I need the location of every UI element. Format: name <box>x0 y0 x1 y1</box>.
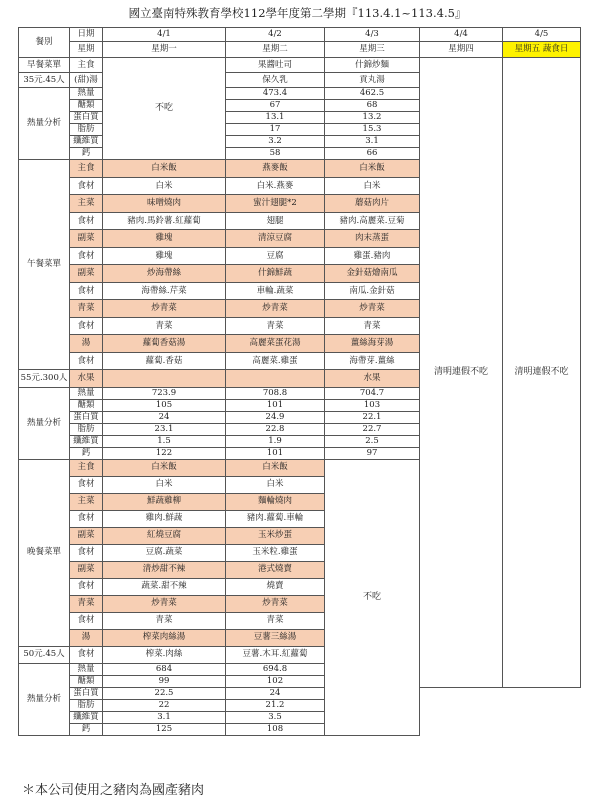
lunch-mon-cell: 蘿蔔香菇湯 <box>103 335 226 353</box>
nutrient-label: 纖維質 <box>70 435 103 447</box>
row-label: 副菜 <box>70 265 103 283</box>
dinner-mon-cell: 雞肉.鮮蔬 <box>103 510 226 527</box>
dinner-mon-cell: 蔬菜.甜不辣 <box>103 578 226 595</box>
dinner-tue-cell: 白米飯 <box>226 459 325 476</box>
lunch-mon-cell: 炒青菜 <box>103 300 226 318</box>
week-label: 星期 <box>70 42 103 58</box>
row-label: 副菜 <box>70 561 103 578</box>
page-title: 國立臺南特殊教育學校112學年度第二學期『113.4.1~113.4.5』 <box>128 6 467 20</box>
dinner-tue-cell: 炒青菜 <box>226 595 325 612</box>
dinner-mon-value: 3.1 <box>103 711 226 723</box>
lunch-mon-cell: 白米飯 <box>103 160 226 178</box>
nutrient-label: 熱量 <box>70 387 103 399</box>
lunch-wed-cell: 豬肉.高麗菜.豆菊 <box>325 212 420 230</box>
lunch-tue-value: 708.8 <box>226 387 325 399</box>
row-label: 主菜 <box>70 195 103 213</box>
lunch-wed-value: 97 <box>325 447 420 459</box>
dinner-mon-cell: 清炒甜不辣 <box>103 561 226 578</box>
lunch-tue-cell: 蜜汁翅腿*2 <box>226 195 325 213</box>
lunch-mon-cell: 蘿蔔.香菇 <box>103 352 226 370</box>
lunch-wed-cell: 青菜 <box>325 317 420 335</box>
dinner-tue-cell: 豆薯三絲湯 <box>226 629 325 646</box>
dinner-tue-value: 3.5 <box>226 711 325 723</box>
dinner-mon-cell: 榨菜肉絲湯 <box>103 629 226 646</box>
lunch-tue-value: 101 <box>226 447 325 459</box>
dinner-mon-cell: 炒青菜 <box>103 595 226 612</box>
lunch-wed-cell: 金針菇燴南瓜 <box>325 265 420 283</box>
lunch-tue-cell <box>226 370 325 388</box>
dinner-tue-cell: 港式燒賣 <box>226 561 325 578</box>
dinner-mon-cell: 白米 <box>103 476 226 493</box>
date-tue: 4/2 <box>226 28 325 42</box>
lunch-tue-cell: 翅腿 <box>226 212 325 230</box>
dinner-price: 50元.45人 <box>19 646 70 663</box>
dinner-tue-value: 694.8 <box>226 663 325 675</box>
row-label: 食材 <box>70 317 103 335</box>
lunch-wed-cell: 白米飯 <box>325 160 420 178</box>
nutrient-label: 熱量 <box>70 663 103 675</box>
breakfast-tue-value: 17 <box>226 124 325 136</box>
lunch-section-label: 午餐菜單 <box>19 160 70 370</box>
breakfast-tue-value: 473.4 <box>226 88 325 100</box>
nutrient-label: 脂肪 <box>70 699 103 711</box>
row-label: 食材 <box>70 476 103 493</box>
row-label: 食材 <box>70 177 103 195</box>
lunch-tue-cell: 什錦鮮蔬 <box>226 265 325 283</box>
row-label: 湯 <box>70 629 103 646</box>
lunch-wed-cell: 南瓜.金針菇 <box>325 282 420 300</box>
dinner-section-label: 晚餐菜單 <box>19 459 70 646</box>
row-label: 食材 <box>70 352 103 370</box>
weekday-thu: 星期四 <box>420 42 503 58</box>
dinner-tue-value: 21.2 <box>226 699 325 711</box>
lunch-tue-cell: 豆腐 <box>226 247 325 265</box>
date-label: 日期 <box>70 28 103 42</box>
row-label: 主食 <box>70 160 103 178</box>
date-mon: 4/1 <box>103 28 226 42</box>
dinner-tue-cell: 白米 <box>226 476 325 493</box>
dinner-mon-value: 99 <box>103 675 226 687</box>
dinner-tue-cell: 豬肉.蘿蔔.車輪 <box>226 510 325 527</box>
lunch-mon-cell: 青菜 <box>103 317 226 335</box>
lunch-mon-value: 723.9 <box>103 387 226 399</box>
nutrient-label: 鈣 <box>70 148 103 160</box>
breakfast-tue-cell: 果醬吐司 <box>226 58 325 73</box>
nutrient-label: 纖維質 <box>70 711 103 723</box>
lunch-mon-value: 105 <box>103 399 226 411</box>
lunch-tue-cell: 白米.燕麥 <box>226 177 325 195</box>
dinner-mon-value: 22 <box>103 699 226 711</box>
breakfast-row <box>19 58 581 73</box>
dinner-mon-cell: 榨菜.肉絲 <box>103 646 226 663</box>
date-wed: 4/3 <box>325 28 420 42</box>
lunch-wed-cell: 白米 <box>325 177 420 195</box>
dinner-nutrition-row <box>19 723 581 735</box>
breakfast-tue-value: 67 <box>226 100 325 112</box>
row-label: 食材 <box>70 282 103 300</box>
nutrient-label: 蛋白質 <box>70 687 103 699</box>
menu-table <box>18 27 581 736</box>
lunch-tue-cell: 車輪.蔬菜 <box>226 282 325 300</box>
lunch-tue-value: 24.9 <box>226 411 325 423</box>
breakfast-wed-value: 66 <box>325 148 420 160</box>
lunch-tue-value: 101 <box>226 399 325 411</box>
dinner-tue-cell: 豆薯.木耳.紅蘿蔔 <box>226 646 325 663</box>
lunch-wed-cell: 雞蛋.豬肉 <box>325 247 420 265</box>
lunch-mon-cell: 雞塊 <box>103 230 226 248</box>
lunch-wed-cell: 炒青菜 <box>325 300 420 318</box>
breakfast-tue-value: 13.1 <box>226 112 325 124</box>
dinner-tue-cell: 玉米炒蛋 <box>226 527 325 544</box>
lunch-mon-cell: 白米 <box>103 177 226 195</box>
lunch-wed-cell: 海帶芽.薑絲 <box>325 352 420 370</box>
lunch-tue-value: 1.9 <box>226 435 325 447</box>
dinner-nutrition-row <box>19 711 581 723</box>
dinner-mon-value: 22.5 <box>103 687 226 699</box>
breakfast-tue-value: 58 <box>226 148 325 160</box>
breakfast-section-label: 早餐菜單 <box>19 58 70 73</box>
nutrient-label: 醣類 <box>70 100 103 112</box>
lunch-wed-cell: 薑絲海芽湯 <box>325 335 420 353</box>
breakfast-wed-value: 15.3 <box>325 124 420 136</box>
row-label: 青菜 <box>70 595 103 612</box>
weekday-fri: 星期五 蔬食日 <box>503 42 581 58</box>
nutrient-label: 鈣 <box>70 723 103 735</box>
lunch-wed-value: 22.1 <box>325 411 420 423</box>
lunch-mon-cell: 炒海帶絲 <box>103 265 226 283</box>
nutrient-label: 脂肪 <box>70 124 103 136</box>
dinner-tue-value: 108 <box>226 723 325 735</box>
breakfast-tue-cell: 保久乳 <box>226 73 325 88</box>
dinner-mon-cell: 鮮蔬雞柳 <box>103 493 226 510</box>
dinner-nutrition-section: 熱量分析 <box>19 663 70 735</box>
dinner-mon-cell: 青菜 <box>103 612 226 629</box>
date-fri: 4/5 <box>503 28 581 42</box>
nutrient-label: 熱量 <box>70 88 103 100</box>
lunch-mon-cell: 海帶絲.芹菜 <box>103 282 226 300</box>
row-label: 水果 <box>70 370 103 388</box>
breakfast-tue-value: 3.2 <box>226 136 325 148</box>
row-label: 主菜 <box>70 493 103 510</box>
breakfast-mon-note: 不吃 <box>103 58 226 160</box>
nutrient-label: 醣類 <box>70 399 103 411</box>
lunch-wed-cell: 蘑菇肉片 <box>325 195 420 213</box>
lunch-mon-cell: 豬肉.馬鈴薯.紅蘿蔔 <box>103 212 226 230</box>
row-label: 食材 <box>70 578 103 595</box>
dinner-tue-cell: 玉米粒.雞蛋 <box>226 544 325 561</box>
weekday-wed: 星期三 <box>325 42 420 58</box>
dinner-nutrition-row <box>19 687 581 699</box>
lunch-wed-value: 2.5 <box>325 435 420 447</box>
row-label: 食材 <box>70 544 103 561</box>
lunch-mon-value: 1.5 <box>103 435 226 447</box>
row-label: 食材 <box>70 247 103 265</box>
lunch-wed-value: 103 <box>325 399 420 411</box>
dinner-wed-note: 不吃 <box>325 459 420 735</box>
weekday-mon: 星期一 <box>103 42 226 58</box>
nutrient-label: 醣類 <box>70 675 103 687</box>
lunch-tue-cell: 炒青菜 <box>226 300 325 318</box>
dinner-mon-value: 125 <box>103 723 226 735</box>
row-label: 食材 <box>70 510 103 527</box>
dinner-tue-cell: 青菜 <box>226 612 325 629</box>
lunch-wed-value: 704.7 <box>325 387 420 399</box>
breakfast-wed-value: 68 <box>325 100 420 112</box>
lunch-mon-value: 24 <box>103 411 226 423</box>
nutrient-label: 纖維質 <box>70 136 103 148</box>
row-label: 食材 <box>70 646 103 663</box>
dinner-mon-cell: 豆腐.蔬菜 <box>103 544 226 561</box>
nutrient-label: 蛋白質 <box>70 411 103 423</box>
row-label: 青菜 <box>70 300 103 318</box>
nutrient-label: 蛋白質 <box>70 112 103 124</box>
lunch-mon-cell: 雞塊 <box>103 247 226 265</box>
row-label: 副菜 <box>70 527 103 544</box>
row-label: 主食 <box>70 58 103 73</box>
breakfast-wed-value: 462.5 <box>325 88 420 100</box>
breakfast-price: 35元.45人 <box>19 73 70 88</box>
lunch-mon-cell: 味噌燒肉 <box>103 195 226 213</box>
fri-holiday-note: 清明連假不吃 <box>503 58 581 688</box>
dinner-mon-value: 684 <box>103 663 226 675</box>
breakfast-wed-value: 3.1 <box>325 136 420 148</box>
category-header: 餐別 <box>19 28 70 58</box>
lunch-nutrition-section: 熱量分析 <box>19 387 70 459</box>
lunch-price: 55元.300人 <box>19 370 70 388</box>
row-label: 副菜 <box>70 230 103 248</box>
lunch-wed-value: 22.7 <box>325 423 420 435</box>
dinner-tue-value: 24 <box>226 687 325 699</box>
date-thu: 4/4 <box>420 28 503 42</box>
row-label: (甜)湯 <box>70 73 103 88</box>
row-label: 食材 <box>70 612 103 629</box>
dinner-mon-cell: 紅燒豆腐 <box>103 527 226 544</box>
nutrient-label: 脂肪 <box>70 423 103 435</box>
breakfast-wed-cell: 貢丸湯 <box>325 73 420 88</box>
dinner-tue-cell: 燒賣 <box>226 578 325 595</box>
row-label: 食材 <box>70 212 103 230</box>
dinner-tue-cell: 麵輪燒肉 <box>226 493 325 510</box>
breakfast-wed-value: 13.2 <box>325 112 420 124</box>
dinner-mon-cell: 白米飯 <box>103 459 226 476</box>
lunch-wed-cell: 肉末蒸蛋 <box>325 230 420 248</box>
lunch-mon-value: 23.1 <box>103 423 226 435</box>
dinner-tue-value: 102 <box>226 675 325 687</box>
lunch-tue-cell: 高麗菜.雞蛋 <box>226 352 325 370</box>
lunch-tue-cell: 清涼豆腐 <box>226 230 325 248</box>
breakfast-wed-cell: 什錦炒麵 <box>325 58 420 73</box>
lunch-mon-value: 122 <box>103 447 226 459</box>
nutrient-label: 鈣 <box>70 447 103 459</box>
lunch-tue-cell: 高麗菜蛋花湯 <box>226 335 325 353</box>
lunch-tue-value: 22.8 <box>226 423 325 435</box>
lunch-wed-cell: 水果 <box>325 370 420 388</box>
footer-note: ＊本公司使用之豬肉為國產豬肉 <box>22 783 205 798</box>
lunch-tue-cell: 青菜 <box>226 317 325 335</box>
lunch-tue-cell: 燕麥飯 <box>226 160 325 178</box>
lunch-mon-cell <box>103 370 226 388</box>
thu-holiday-note: 清明連假不吃 <box>420 58 503 688</box>
row-label: 主食 <box>70 459 103 476</box>
weekday-tue: 星期二 <box>226 42 325 58</box>
row-label: 湯 <box>70 335 103 353</box>
dinner-nutrition-row <box>19 699 581 711</box>
breakfast-nutrition-section: 熱量分析 <box>19 88 70 160</box>
